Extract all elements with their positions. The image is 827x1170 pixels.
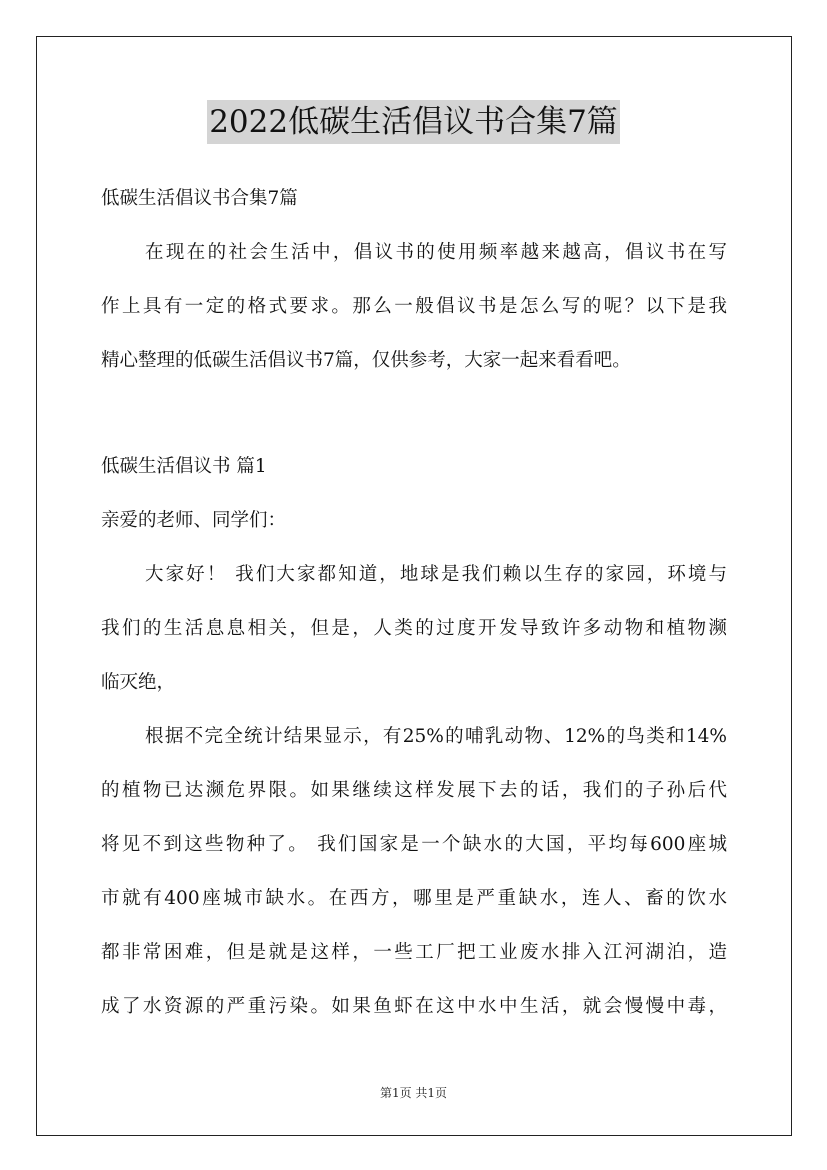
para2-line-2: 的植物已达濒危界限。如果继续这样发展下去的话，我们的子孙后代 [101, 780, 727, 801]
page-footer: 第1页 共1页 [379, 1086, 448, 1100]
para1-line-1: 大家好！ 我们大家都知道，地球是我们赖以生存的家园，环境与 [145, 564, 727, 585]
intro-line-2: 作上具有一定的格式要求。那么一般倡议书是怎么写的呢？以下是我 [101, 296, 727, 317]
para1-line-2: 我们的生活息息相关，但是，人类的过度开发导致许多动物和植物濒 [101, 618, 727, 639]
section-heading: 低碳生活倡议书 篇1 [101, 456, 267, 477]
document-title: 2022低碳生活倡议书合集7篇 [207, 100, 620, 144]
intro-line-1: 在现在的社会生活中，倡议书的使用频率越来越高，倡议书在写 [145, 242, 727, 263]
greeting: 亲爱的老师、同学们： [101, 510, 287, 531]
para1-line-3: 临灭绝， [101, 672, 176, 693]
document-subtitle: 低碳生活倡议书合集7篇 [101, 188, 298, 209]
paragraph-gap [101, 388, 727, 440]
intro-line-3: 精心整理的低碳生活倡议书7篇，仅供参考，大家一起来看看吧。 [101, 350, 631, 371]
document-body [101, 172, 727, 1034]
para2-line-4: 市就有400座城市缺水。在西方，哪里是严重缺水，连人、畜的饮水 [101, 888, 727, 909]
title-container [0, 100, 827, 144]
para2-line-3: 将见不到这些物种了。 我们国家是一个缺水的大国，平均每600座城 [101, 834, 727, 855]
para2-line-1: 根据不完全统计结果显示，有25%的哺乳动物、12%的鸟类和14% [145, 726, 727, 747]
para2-line-6: 成了水资源的严重污染。如果鱼虾在这中水中生活，就会慢慢中毒， [101, 996, 727, 1017]
para2-line-5: 都非常困难，但是就是这样，一些工厂把工业废水排入江河湖泊，造 [101, 942, 727, 963]
